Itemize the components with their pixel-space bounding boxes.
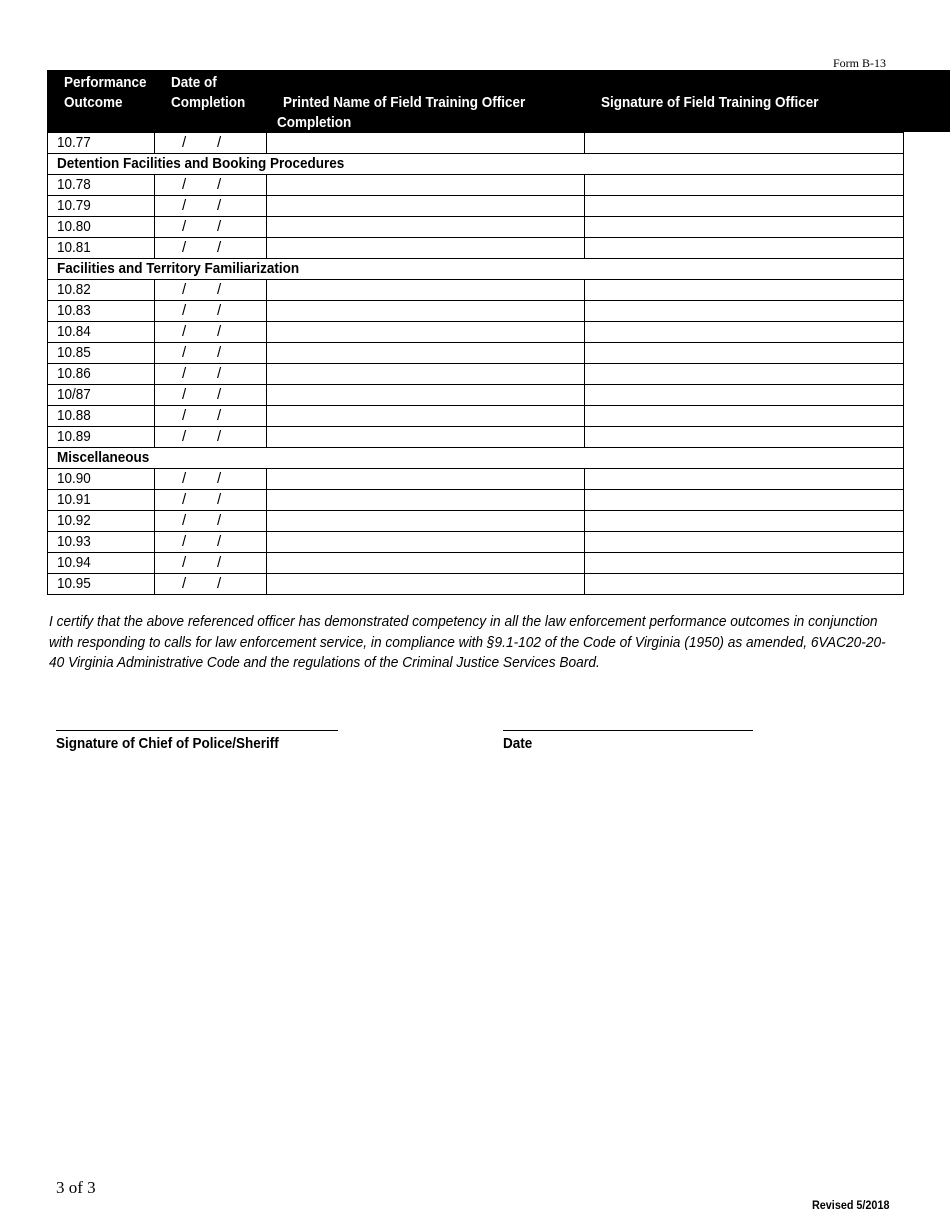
- date-label: Date: [503, 735, 533, 752]
- date-cell[interactable]: [155, 427, 267, 448]
- date-slash: /: [182, 491, 187, 508]
- date-slash: /: [217, 218, 222, 235]
- date-slash: /: [217, 428, 222, 445]
- date-slash: /: [217, 344, 222, 361]
- date-slash: /: [217, 281, 222, 298]
- date-slash: /: [182, 176, 187, 193]
- section-heading: [48, 448, 904, 469]
- date-slash: /: [217, 575, 222, 592]
- date-cell[interactable]: [155, 406, 267, 427]
- outcome-cell: [48, 406, 155, 427]
- table-row: [48, 343, 904, 364]
- signature-cell[interactable]: [585, 343, 904, 364]
- header-col4: Signature of Field Training Officer: [601, 94, 819, 111]
- outcome-cell: [48, 532, 155, 553]
- printed-name-cell[interactable]: [267, 553, 585, 574]
- date-cell[interactable]: [155, 217, 267, 238]
- date-slash: /: [217, 134, 222, 151]
- table-row: [48, 406, 904, 427]
- printed-name-cell[interactable]: [267, 343, 585, 364]
- header-printed-name: [283, 93, 525, 113]
- form-id: Form B-13: [833, 56, 887, 70]
- outcome-cell: [48, 343, 155, 364]
- header-col1-line2: Outcome: [64, 94, 123, 111]
- outcome-cell: [48, 553, 155, 574]
- date-slash: /: [217, 197, 222, 214]
- table-row: [48, 364, 904, 385]
- outcome-cell: [48, 322, 155, 343]
- outcome-cell: [48, 427, 155, 448]
- date-cell[interactable]: [155, 469, 267, 490]
- table-row: [48, 280, 904, 301]
- signature-cell[interactable]: [585, 532, 904, 553]
- table-row: [48, 322, 904, 343]
- signature-cell[interactable]: [585, 406, 904, 427]
- date-slash: /: [182, 197, 187, 214]
- printed-name-cell[interactable]: [267, 469, 585, 490]
- date-slash: /: [217, 239, 222, 256]
- date-cell[interactable]: [155, 385, 267, 406]
- chief-signature-line[interactable]: [56, 730, 338, 731]
- section-heading: [48, 259, 904, 280]
- date-cell[interactable]: [155, 301, 267, 322]
- date-slash: /: [217, 533, 222, 550]
- date-slash: /: [217, 365, 222, 382]
- signature-cell[interactable]: [585, 427, 904, 448]
- signature-cell[interactable]: [585, 196, 904, 217]
- outcome-cell: [48, 175, 155, 196]
- outcome-cell: [48, 196, 155, 217]
- table-row: [48, 196, 904, 217]
- signature-cell[interactable]: [585, 175, 904, 196]
- date-cell[interactable]: [155, 280, 267, 301]
- table-row: [48, 133, 904, 154]
- table-row: [48, 301, 904, 322]
- outcome-cell: [48, 385, 155, 406]
- outcome-cell: [48, 133, 155, 154]
- printed-name-cell[interactable]: [267, 385, 585, 406]
- signature-cell[interactable]: [585, 280, 904, 301]
- date-slash: /: [182, 407, 187, 424]
- date-signature-line[interactable]: [503, 730, 753, 731]
- date-slash: /: [217, 491, 222, 508]
- revised-date: Revised 5/2018: [812, 1198, 890, 1212]
- printed-name-cell[interactable]: [267, 574, 585, 595]
- signature-cell[interactable]: [585, 511, 904, 532]
- date-cell[interactable]: [155, 196, 267, 217]
- certification-line-2: with responding to calls for law enforcement service, in compliance with §9.1-102 of the Code of Virginia (1950) as amended, 6VAC20-20-: [49, 633, 886, 651]
- outcome-cell: [48, 301, 155, 322]
- printed-name-cell[interactable]: [267, 532, 585, 553]
- table-row: [48, 469, 904, 490]
- date-slash: /: [182, 533, 187, 550]
- outcome-number: 10.93: [57, 533, 91, 550]
- date-slash: /: [217, 323, 222, 340]
- date-cell[interactable]: [155, 133, 267, 154]
- table-row: [48, 385, 904, 406]
- header-signature: [601, 93, 819, 113]
- printed-name-cell[interactable]: [267, 217, 585, 238]
- printed-name-cell[interactable]: [267, 301, 585, 322]
- signature-cell[interactable]: [585, 301, 904, 322]
- outcome-cell: [48, 364, 155, 385]
- outcome-number: 10.84: [57, 323, 91, 340]
- outcome-number: 10.78: [57, 176, 91, 193]
- printed-name-cell[interactable]: [267, 238, 585, 259]
- outcome-number: 10.91: [57, 491, 91, 508]
- date-slash: /: [182, 575, 187, 592]
- signature-cell[interactable]: [585, 322, 904, 343]
- outcome-cell: [48, 217, 155, 238]
- outcome-number: 10.79: [57, 197, 91, 214]
- table-row: [48, 574, 904, 595]
- header-col3-line2: Completion: [277, 114, 352, 131]
- table-row: [48, 532, 904, 553]
- section-heading-text: Facilities and Territory Familiarization: [57, 260, 300, 277]
- table-row: [48, 490, 904, 511]
- outcome-number: 10.81: [57, 239, 91, 256]
- signature-cell[interactable]: [585, 217, 904, 238]
- header-col2-line2: Completion: [171, 94, 246, 111]
- printed-name-cell[interactable]: [267, 406, 585, 427]
- table-row: [48, 238, 904, 259]
- printed-name-cell[interactable]: [267, 511, 585, 532]
- date-slash: /: [182, 239, 187, 256]
- table-row: [48, 217, 904, 238]
- date-slash: /: [217, 407, 222, 424]
- date-cell[interactable]: [155, 175, 267, 196]
- section-row: [48, 259, 904, 280]
- date-slash: /: [182, 302, 187, 319]
- section-heading-text: Miscellaneous: [57, 449, 150, 466]
- date-slash: /: [217, 386, 222, 403]
- header-performance-outcome: [64, 73, 147, 113]
- header-col2-line1: Date of: [171, 74, 217, 91]
- date-slash: /: [217, 176, 222, 193]
- section-heading-text: Detention Facilities and Booking Procedures: [57, 155, 345, 172]
- training-outcomes-table: [47, 132, 904, 595]
- date-slash: /: [182, 218, 187, 235]
- signature-cell[interactable]: [585, 385, 904, 406]
- signature-cell[interactable]: [585, 490, 904, 511]
- certification-line-1: I certify that the above referenced officer has demonstrated competency in all the law enforcement performance outcomes in conjunction: [49, 613, 878, 630]
- header-date-of-completion: [171, 73, 245, 113]
- outcome-cell: [48, 238, 155, 259]
- outcome-cell: [48, 280, 155, 301]
- date-slash: /: [182, 281, 187, 298]
- outcome-number: 10.83: [57, 302, 91, 319]
- certification-statement: [49, 612, 886, 674]
- date-slash: /: [182, 512, 187, 529]
- printed-name-cell[interactable]: [267, 280, 585, 301]
- table-row: [48, 427, 904, 448]
- outcome-number: 10.88: [57, 407, 91, 424]
- outcome-number: 10.80: [57, 218, 91, 235]
- chief-signature-label: Signature of Chief of Police/Sheriff: [56, 735, 279, 752]
- signature-cell[interactable]: [585, 364, 904, 385]
- header-printed-name-completion: [277, 113, 351, 133]
- outcome-number: 10.89: [57, 428, 91, 445]
- printed-name-cell[interactable]: [267, 322, 585, 343]
- date-slash: /: [182, 554, 187, 571]
- table-row: [48, 175, 904, 196]
- outcome-number: 10.95: [57, 575, 91, 592]
- outcome-cell: [48, 574, 155, 595]
- section-row: [48, 448, 904, 469]
- date-cell[interactable]: [155, 532, 267, 553]
- signature-cell[interactable]: [585, 553, 904, 574]
- date-cell[interactable]: [155, 238, 267, 259]
- header-col1-line1: Performance: [64, 74, 147, 91]
- printed-name-cell[interactable]: [267, 364, 585, 385]
- section-row: [48, 154, 904, 175]
- printed-name-cell[interactable]: [267, 175, 585, 196]
- date-cell[interactable]: [155, 511, 267, 532]
- date-cell[interactable]: [155, 490, 267, 511]
- outcome-number: 10.82: [57, 281, 91, 298]
- outcome-cell: [48, 511, 155, 532]
- signature-cell[interactable]: [585, 469, 904, 490]
- date-slash: /: [217, 470, 222, 487]
- header-col3-line1: Printed Name of Field Training Officer: [283, 94, 526, 111]
- printed-name-cell[interactable]: [267, 490, 585, 511]
- printed-name-cell[interactable]: [267, 196, 585, 217]
- date-slash: /: [182, 323, 187, 340]
- date-slash: /: [217, 554, 222, 571]
- date-slash: /: [182, 428, 187, 445]
- date-cell[interactable]: [155, 343, 267, 364]
- date-slash: /: [217, 302, 222, 319]
- date-slash: /: [182, 134, 187, 151]
- outcome-number: 10.85: [57, 344, 91, 361]
- date-slash: /: [182, 344, 187, 361]
- date-slash: /: [217, 512, 222, 529]
- date-cell[interactable]: [155, 574, 267, 595]
- outcome-cell: [48, 490, 155, 511]
- date-cell[interactable]: [155, 364, 267, 385]
- table-row: [48, 511, 904, 532]
- printed-name-cell[interactable]: [267, 427, 585, 448]
- table-row: [48, 553, 904, 574]
- signature-cell[interactable]: [585, 133, 904, 154]
- outcome-number: 10.86: [57, 365, 91, 382]
- signature-cell[interactable]: [585, 574, 904, 595]
- certification-line-3: 40 Virginia Administrative Code and the regulations of the Criminal Justice Services Board.: [49, 654, 600, 671]
- outcome-number: 10.92: [57, 512, 91, 529]
- date-slash: /: [182, 365, 187, 382]
- date-cell[interactable]: [155, 553, 267, 574]
- outcome-number: 10.94: [57, 554, 91, 571]
- date-slash: /: [182, 470, 187, 487]
- outcome-cell: [48, 469, 155, 490]
- signature-cell[interactable]: [585, 238, 904, 259]
- section-heading: [48, 154, 904, 175]
- page-number: 3 of 3: [56, 1178, 96, 1197]
- outcome-number: 10.77: [57, 134, 91, 151]
- date-cell[interactable]: [155, 322, 267, 343]
- printed-name-cell[interactable]: [267, 133, 585, 154]
- date-slash: /: [182, 386, 187, 403]
- outcome-number: 10.90: [57, 470, 91, 487]
- outcome-number: 10/87: [57, 386, 91, 403]
